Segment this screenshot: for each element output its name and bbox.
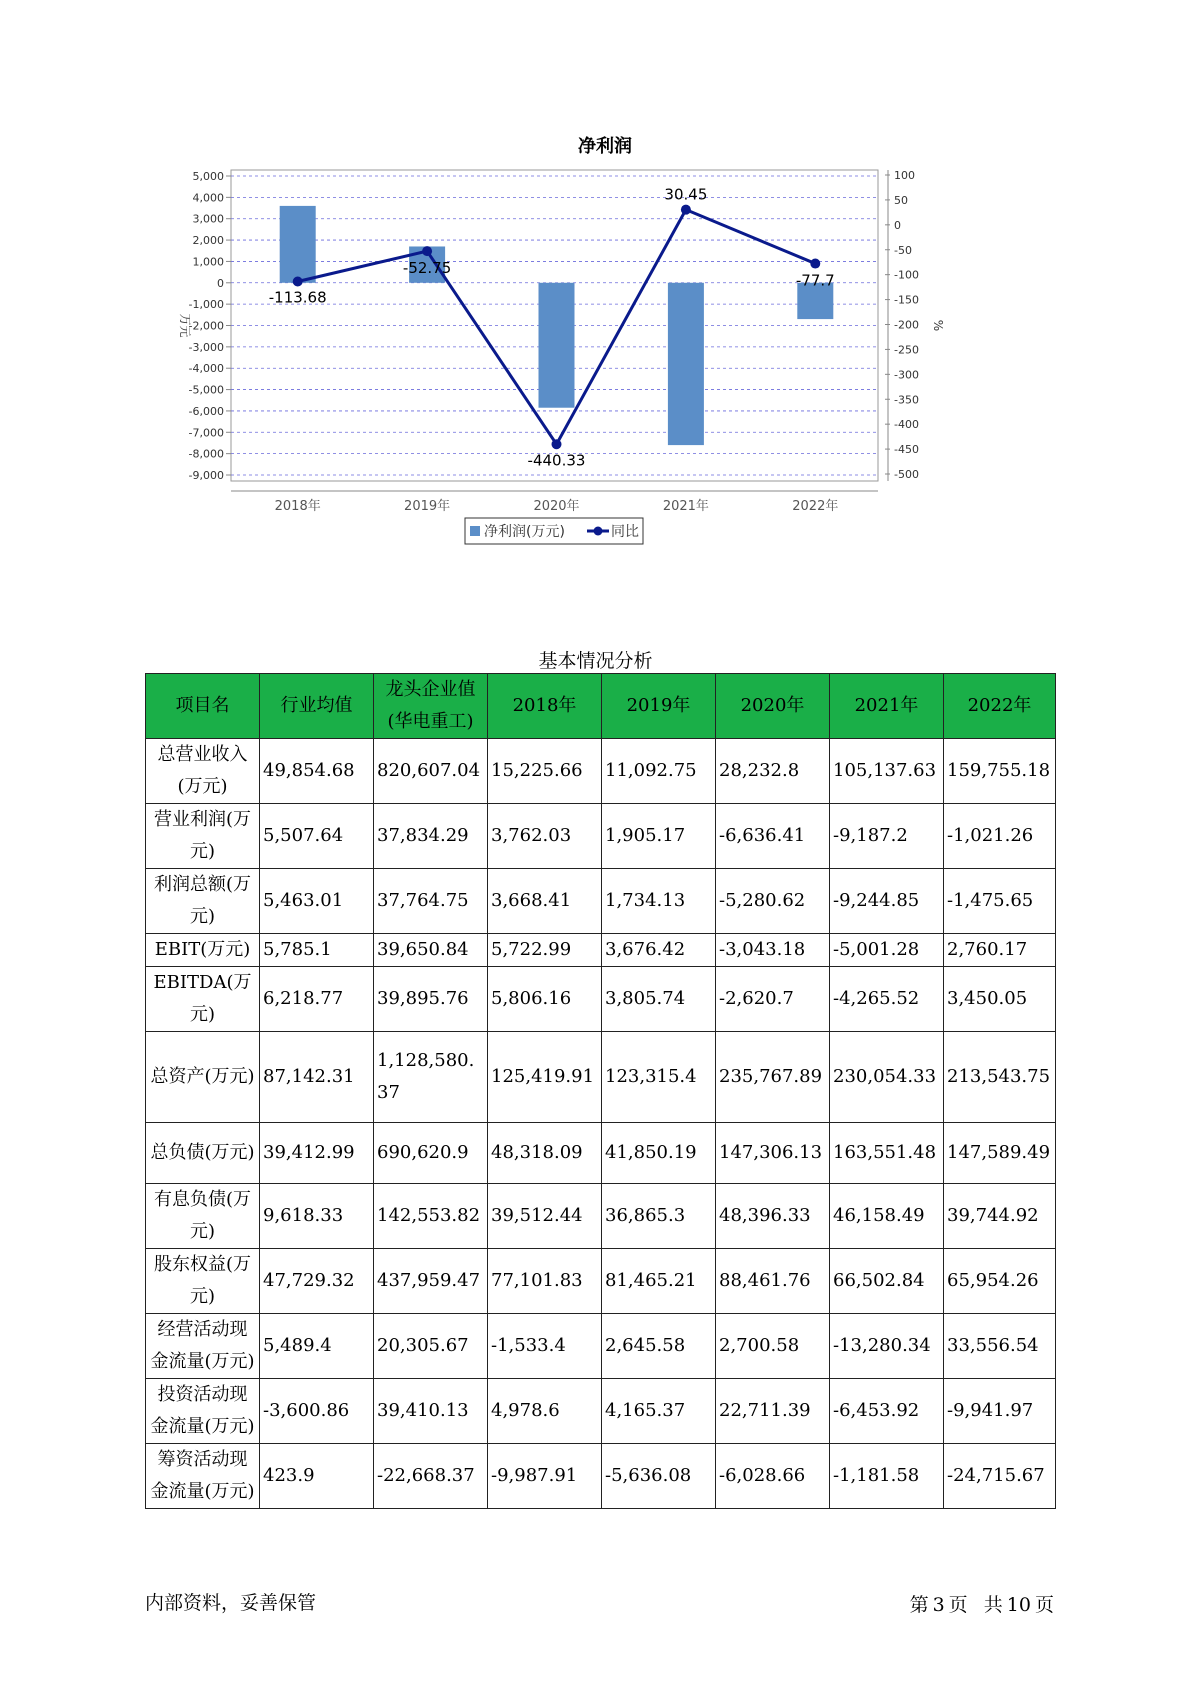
y2-tick-label: -250 [894, 343, 919, 357]
table-cell: 65,954.26 [944, 1249, 1056, 1314]
table-cell: 5,507.64 [260, 804, 374, 869]
column-header: 龙头企业值(华电重工) [374, 674, 488, 739]
y2-tick-label: -400 [894, 418, 919, 432]
table-cell: 235,767.89 [716, 1032, 830, 1123]
y-tick-label: 1,000 [192, 255, 224, 269]
table-cell: 142,553.82 [374, 1184, 488, 1249]
table-cell: -1,181.58 [830, 1444, 944, 1509]
row-label: 经营活动现金流量(万元) [146, 1314, 260, 1379]
page-suffix: 页 [948, 1594, 968, 1616]
row-label: 有息负债(万元) [146, 1184, 260, 1249]
table-cell: 159,755.18 [944, 739, 1056, 804]
table-cell: -3,043.18 [716, 934, 830, 967]
data-label: -52.75 [402, 259, 452, 278]
legend-label-bars: 净利润(万元) [484, 524, 565, 540]
table-cell: 437,959.47 [374, 1249, 488, 1314]
table-cell: 5,722.99 [488, 934, 602, 967]
yoy-point [552, 439, 562, 449]
table-cell: 46,158.49 [830, 1184, 944, 1249]
table-cell: 3,762.03 [488, 804, 602, 869]
y-tick-label: -8,000 [188, 447, 224, 461]
net-profit-chart [175, 135, 1035, 595]
y-axis-label: 万元 [178, 313, 192, 338]
y-tick-label: -5,000 [188, 383, 224, 397]
table-cell: 4,978.6 [488, 1379, 602, 1444]
table-cell: -5,280.62 [716, 869, 830, 934]
table-row [146, 739, 1056, 804]
table-cell: 1,128,580.37 [374, 1032, 488, 1123]
table-cell: 39,895.76 [374, 967, 488, 1032]
table-cell: 77,101.83 [488, 1249, 602, 1314]
table-row [146, 1249, 1056, 1314]
data-label: -440.33 [527, 451, 586, 470]
y2-tick-label: 0 [894, 218, 901, 232]
table-cell: 48,396.33 [716, 1184, 830, 1249]
y2-tick-label: 50 [894, 193, 908, 207]
table-cell: -6,453.92 [830, 1379, 944, 1444]
table-cell: 33,556.54 [944, 1314, 1056, 1379]
table-title: 基本情况分析 [538, 650, 653, 672]
y2-axis-label: % [931, 319, 945, 332]
total-suffix: 页 [1034, 1594, 1054, 1616]
y2-tick-label: -350 [894, 393, 919, 407]
column-header: 行业均值 [260, 674, 374, 739]
column-header: 2019年 [602, 674, 716, 739]
legend-swatch-point [594, 527, 603, 536]
data-label: 30.45 [664, 185, 708, 204]
table-cell: 3,805.74 [602, 967, 716, 1032]
table-row [146, 1314, 1056, 1379]
yoy-point [681, 205, 691, 215]
row-label: 营业利润(万元) [146, 804, 260, 869]
x-tick-label: 2022年 [792, 499, 839, 514]
page-indicator [906, 1590, 1054, 1617]
yoy-point [810, 259, 820, 269]
table-cell: 820,607.04 [374, 739, 488, 804]
y-tick-label: -2,000 [188, 319, 224, 333]
table-cell: 41,850.19 [602, 1123, 716, 1184]
chart-title: 净利润 [578, 136, 632, 157]
table-cell: 6,218.77 [260, 967, 374, 1032]
data-label: -77.7 [795, 271, 835, 290]
table-cell: 11,092.75 [602, 739, 716, 804]
y-tick-label: 4,000 [192, 191, 224, 205]
row-label: 股东权益(万元) [146, 1249, 260, 1314]
row-label: 投资活动现金流量(万元) [146, 1379, 260, 1444]
table-cell: -6,636.41 [716, 804, 830, 869]
table-cell: 3,676.42 [602, 934, 716, 967]
table-cell: 5,806.16 [488, 967, 602, 1032]
y-tick-label: 5,000 [192, 170, 224, 183]
table-cell: 1,734.13 [602, 869, 716, 934]
table-cell: -9,941.97 [944, 1379, 1056, 1444]
x-tick-label: 2021年 [662, 499, 709, 514]
table-cell: 39,512.44 [488, 1184, 602, 1249]
table-cell: -13,280.34 [830, 1314, 944, 1379]
table-cell: 2,760.17 [944, 934, 1056, 967]
table-cell: 39,650.84 [374, 934, 488, 967]
table-cell: 36,865.3 [602, 1184, 716, 1249]
table-row [146, 804, 1056, 869]
legend-label-line: 同比 [611, 524, 639, 540]
table-cell: 105,137.63 [830, 739, 944, 804]
column-header: 2020年 [716, 674, 830, 739]
table-cell: 48,318.09 [488, 1123, 602, 1184]
column-header: 2021年 [830, 674, 944, 739]
table-row [146, 967, 1056, 1032]
table-cell: 87,142.31 [260, 1032, 374, 1123]
table-cell: 4,165.37 [602, 1379, 716, 1444]
table-cell: 3,668.41 [488, 869, 602, 934]
table-cell: 2,645.58 [602, 1314, 716, 1379]
y-tick-label: -7,000 [188, 426, 224, 440]
x-tick-label: 2020年 [533, 499, 580, 514]
y2-tick-label: -450 [894, 443, 919, 457]
table-cell: -1,021.26 [944, 804, 1056, 869]
table-cell: 5,463.01 [260, 869, 374, 934]
y-tick-label: 3,000 [192, 212, 224, 226]
table-cell: 47,729.32 [260, 1249, 374, 1314]
table-row [146, 1444, 1056, 1509]
table-cell: 147,589.49 [944, 1123, 1056, 1184]
table-cell: 9,618.33 [260, 1184, 374, 1249]
row-label: EBITDA(万元) [146, 967, 260, 1032]
row-label: EBIT(万元) [146, 934, 260, 967]
table-row [146, 1032, 1056, 1123]
page-prefix: 第 [909, 1594, 929, 1616]
table-header-row [146, 674, 1056, 739]
y-tick-label: 0 [217, 276, 224, 290]
y-tick-label: -4,000 [188, 362, 224, 376]
x-tick-label: 2018年 [274, 499, 321, 514]
table-cell: 423.9 [260, 1444, 374, 1509]
total-pages: 10 [1006, 1594, 1031, 1616]
y2-tick-label: -200 [894, 318, 919, 332]
yoy-point [293, 276, 303, 286]
table-cell: 163,551.48 [830, 1123, 944, 1184]
y2-tick-label: -100 [894, 268, 919, 282]
table-cell: -1,533.4 [488, 1314, 602, 1379]
table-cell: 125,419.91 [488, 1032, 602, 1123]
table-cell: 123,315.4 [602, 1032, 716, 1123]
table-cell: 20,305.67 [374, 1314, 488, 1379]
table-cell: -3,600.86 [260, 1379, 374, 1444]
y-tick-label: -1,000 [188, 298, 224, 312]
y-tick-label: -3,000 [188, 340, 224, 354]
table-row [146, 934, 1056, 967]
data-label: -113.68 [268, 288, 327, 307]
table-cell: 49,854.68 [260, 739, 374, 804]
table-cell: 690,620.9 [374, 1123, 488, 1184]
y-tick-label: 2,000 [192, 234, 224, 248]
y2-tick-label: -500 [894, 468, 919, 481]
table-cell: 147,306.13 [716, 1123, 830, 1184]
table-cell: 37,834.29 [374, 804, 488, 869]
table-cell: -9,187.2 [830, 804, 944, 869]
table-row [146, 1184, 1056, 1249]
table-cell: 66,502.84 [830, 1249, 944, 1314]
y2-tick-label: -300 [894, 368, 919, 382]
y-tick-label: -6,000 [188, 404, 224, 418]
y-tick-label: -9,000 [188, 469, 224, 482]
table-cell: 213,543.75 [944, 1032, 1056, 1123]
row-label: 总资产(万元) [146, 1032, 260, 1123]
table-cell: 37,764.75 [374, 869, 488, 934]
y2-tick-label: 100 [894, 169, 915, 182]
column-header: 2018年 [488, 674, 602, 739]
table-row [146, 1123, 1056, 1184]
table-cell: -6,028.66 [716, 1444, 830, 1509]
table-cell: 22,711.39 [716, 1379, 830, 1444]
bar [280, 206, 316, 283]
bar [539, 283, 575, 408]
row-label: 筹资活动现金流量(万元) [146, 1444, 260, 1509]
table-cell: 1,905.17 [602, 804, 716, 869]
yoy-point [422, 246, 432, 256]
table-cell: -4,265.52 [830, 967, 944, 1032]
row-label: 总负债(万元) [146, 1123, 260, 1184]
page-number: 3 [932, 1594, 945, 1616]
legend-swatch-bars [470, 526, 480, 536]
table-cell: -22,668.37 [374, 1444, 488, 1509]
y2-tick-label: -150 [894, 293, 919, 307]
basic-analysis-table [145, 673, 1056, 1509]
table-cell: -2,620.7 [716, 967, 830, 1032]
table-cell: 5,489.4 [260, 1314, 374, 1379]
table-cell: 39,744.92 [944, 1184, 1056, 1249]
table-cell: 5,785.1 [260, 934, 374, 967]
table-cell: -5,636.08 [602, 1444, 716, 1509]
y2-tick-label: -50 [894, 243, 912, 257]
row-label: 总营业收入(万元) [146, 739, 260, 804]
table-cell: 28,232.8 [716, 739, 830, 804]
table-cell: -5,001.28 [830, 934, 944, 967]
table-cell: 15,225.66 [488, 739, 602, 804]
table-cell: 39,410.13 [374, 1379, 488, 1444]
column-header: 2022年 [944, 674, 1056, 739]
table-cell: -24,715.67 [944, 1444, 1056, 1509]
bar [668, 283, 704, 445]
table-row [146, 1379, 1056, 1444]
table-cell: -1,475.65 [944, 869, 1056, 934]
total-prefix: 共 [983, 1594, 1003, 1616]
table-cell: 3,450.05 [944, 967, 1056, 1032]
table-cell: -9,244.85 [830, 869, 944, 934]
column-header: 项目名 [146, 674, 260, 739]
table-cell: 81,465.21 [602, 1249, 716, 1314]
table-row [146, 869, 1056, 934]
confidential-note: 内部资料，妥善保管 [145, 1592, 317, 1614]
table-cell: 2,700.58 [716, 1314, 830, 1379]
table-cell: -9,987.91 [488, 1444, 602, 1509]
table-cell: 88,461.76 [716, 1249, 830, 1314]
row-label: 利润总额(万元) [146, 869, 260, 934]
x-tick-label: 2019年 [404, 499, 451, 514]
table-cell: 230,054.33 [830, 1032, 944, 1123]
table-cell: 39,412.99 [260, 1123, 374, 1184]
